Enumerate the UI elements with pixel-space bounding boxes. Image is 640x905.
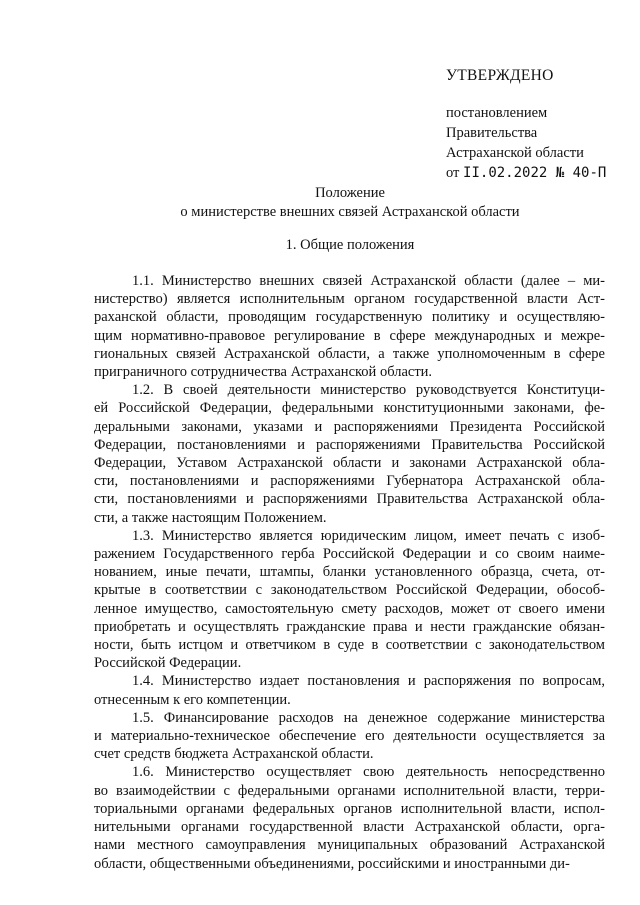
paragraph-line: 1.1. Министерство внешних связей Астраханской области (далее – ми- <box>132 273 605 289</box>
paragraph-line: Российской Федерации. <box>94 655 242 672</box>
paragraph-line: приграничного сотрудничества Астраханской области. <box>94 364 433 381</box>
paragraph-line: щим нормативно-правовое регулирование в сфере международных и межре- <box>94 327 605 344</box>
paragraph-line: приобретать и осуществлять гражданские права и нести гражданские обязан- <box>94 618 605 635</box>
approval-date-prefix: от <box>446 165 460 181</box>
paragraph-line: крытые в соответствии с законодательством Российской Федерации, обособ- <box>94 582 605 599</box>
paragraph-line: сти, а также настоящим Положением. <box>94 509 327 526</box>
paragraph-line: ражением Государственного герба Российской Федерации и со своим наиме- <box>94 546 605 563</box>
paragraph-line: 1.3. Министерство является юридическим лицом, имеет печать с изоб- <box>132 527 605 544</box>
document-title-line-2: о министерстве внешних связей Астраханской области <box>180 204 520 220</box>
document-title-line-1: Положение <box>315 185 385 201</box>
approval-date-value: II.02.2022 № 40-П <box>463 165 607 181</box>
paragraph-line: раханской области, проводящим государственную политику и осуществляю- <box>94 309 605 326</box>
paragraph-line: счет средств бюджета Астраханской области. <box>94 746 374 763</box>
paragraph-line: ей Российской Федерации, федеральными конституционными законами, фе- <box>94 400 605 417</box>
paragraph-line: деральными законами, указами и распоряжениями Президента Российской <box>94 418 605 435</box>
document-body <box>94 272 605 873</box>
paragraph-line: области, общественными объединениями, российскими и иностранными ди- <box>94 855 570 872</box>
paragraph-line: нительными органами государственной власти Астраханской области, орга- <box>94 819 605 836</box>
paragraph <box>94 272 605 381</box>
approved-heading: УТВЕРЖДЕНО <box>446 67 554 84</box>
paragraph-line: ности, быть истцом и ответчиком в суде в соответствии с законодательством <box>94 637 605 654</box>
paragraph-line: 1.4. Министерство издает постановления и распоряжения по вопросам, <box>132 673 605 690</box>
paragraph-line: 1.6. Министерство осуществляет свою деятельность непосредственно <box>132 764 605 781</box>
paragraph-line: ленное имущество, самостоятельную смету расходов, может от своего имени <box>94 600 605 617</box>
paragraph-line: нистерство) является исполнительным органом государственной власти Аст- <box>94 291 605 308</box>
paragraph-line: нами местного самоуправления муниципальных образований Астраханской <box>94 837 605 854</box>
paragraph <box>94 672 605 708</box>
approval-line-region: Астраханской области <box>446 145 584 161</box>
paragraph <box>94 709 605 764</box>
approval-line-government: Правительства <box>446 125 538 141</box>
paragraph-line: сти, постановлениями и распоряжениями Губернатора Астраханской обла- <box>94 473 605 490</box>
paragraph-line: 1.5. Финансирование расходов на денежное содержание министерства <box>132 709 605 726</box>
paragraph-line: сти, постановлениями и распоряжениями Правительства Астраханской обла- <box>94 491 605 508</box>
paragraph-line: Федерации, постановлениями и распоряжениями Правительства Российской <box>94 436 605 453</box>
paragraph-line: гиональных связей Астраханской области, а также уполномоченным в сфере <box>94 345 605 362</box>
paragraph <box>94 527 605 673</box>
document-title <box>60 184 640 222</box>
paragraph <box>94 381 605 527</box>
paragraph-line: во взаимодействии с федеральными органами исполнительной власти, терри- <box>94 782 605 799</box>
paragraph-line: и материально-техническое обеспечение его деятельности осуществляется за <box>94 728 605 745</box>
approval-stamp <box>446 66 626 183</box>
paragraph-line: отнесенным к его компетенции. <box>94 691 291 708</box>
approval-line-resolution: постановлением <box>446 105 548 121</box>
paragraph-line: Федерации, Уставом Астраханской области и законами Астраханской обла- <box>94 455 605 472</box>
paragraph <box>94 763 605 872</box>
section-heading: 1. Общие положения <box>285 237 415 253</box>
paragraph-line: 1.2. В своей деятельности министерство руководствуется Конституци- <box>132 382 605 399</box>
paragraph-line: ториальными органами федеральных органов исполнительной власти, испол- <box>94 800 605 817</box>
paragraph-line: нованием, иные печати, штампы, бланки установленного образца, счета, от- <box>94 564 605 581</box>
approval-date-line <box>446 163 626 183</box>
